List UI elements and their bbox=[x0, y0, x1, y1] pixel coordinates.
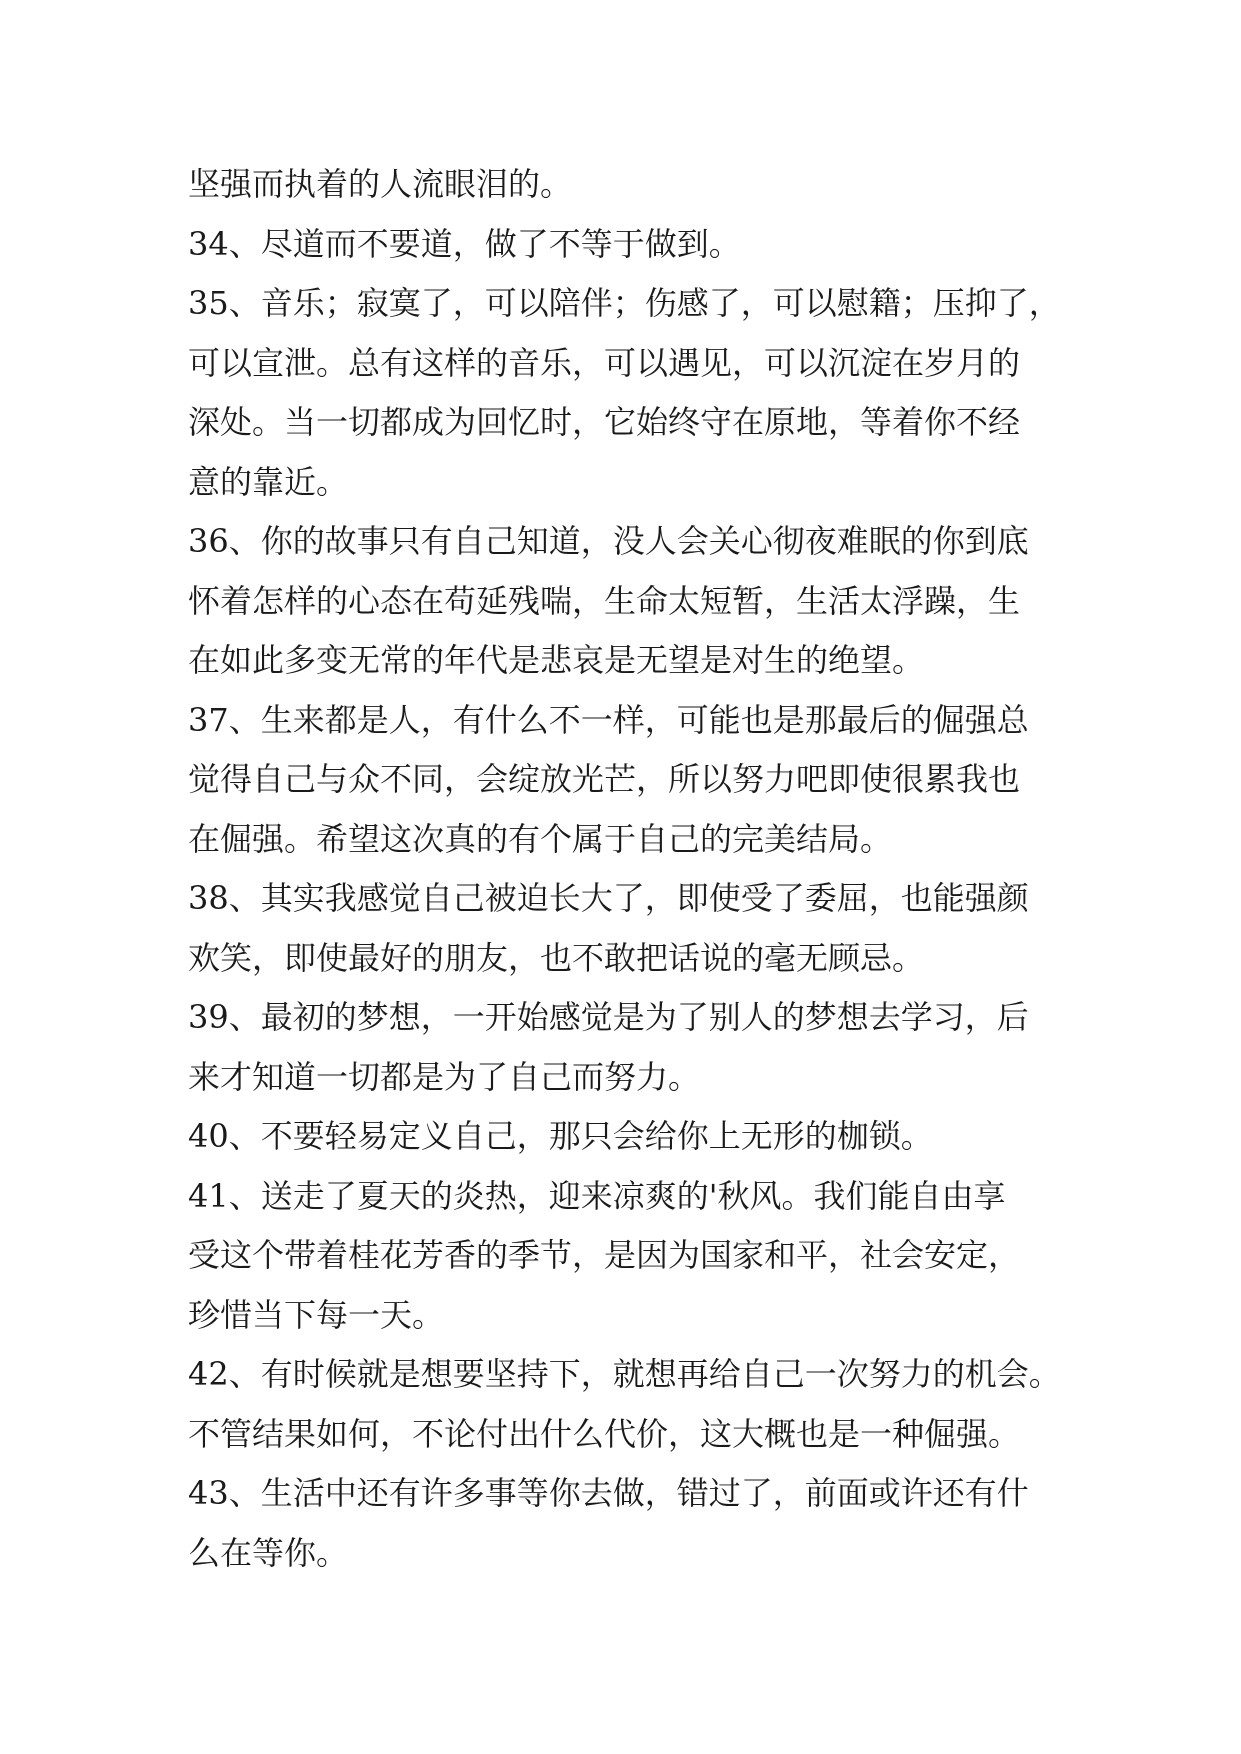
text-line: 来才知道一切都是为了自己而努力。 bbox=[188, 1057, 701, 1096]
text-line: 欢笑，即使最好的朋友，也不敢把话说的毫无顾忌。 bbox=[188, 938, 925, 977]
text-line: 意的靠近。 bbox=[188, 462, 349, 501]
text-line: 坚强而执着的人流眼泪的。 bbox=[188, 165, 573, 203]
text-line: 40、不要轻易定义自己，那只会给你上无形的枷锁。 bbox=[188, 1117, 933, 1155]
text-line: 36、你的故事只有自己知道，没人会关心彻夜难眠的你到底 bbox=[188, 522, 1029, 560]
text-line: 觉得自己与众不同，会绽放光芒，所以努力吧即使很累我也 bbox=[188, 760, 1021, 798]
text-line: 41、送走了夏天的炎热，迎来凉爽的'秋风。我们能自由享 bbox=[188, 1176, 1006, 1215]
document-body bbox=[188, 155, 1068, 1583]
text-line: 可以宣泄。总有这样的音乐，可以遇见，可以沉淀在岁月的 bbox=[188, 343, 1021, 382]
text-line: 不管结果如何，不论付出什么代价，这大概也是一种倔强。 bbox=[188, 1414, 1021, 1453]
text-line: 37、生来都是人，有什么不一样，可能也是那最后的倔强总 bbox=[188, 700, 1029, 739]
text-line: 深处。当一切都成为回忆时，它始终守在原地，等着你不经 bbox=[188, 403, 1021, 441]
text-line: 43、生活中还有许多事等你去做，错过了，前面或许还有什 bbox=[188, 1474, 1029, 1512]
text-line: 受这个带着桂花芳香的季节，是因为国家和平，社会安定， bbox=[188, 1236, 1021, 1274]
text-line: 42、有时候就是想要坚持下，就想再给自己一次努力的机会。 bbox=[188, 1355, 1061, 1393]
text-line: 在倔强。希望这次真的有个属于自己的完美结局。 bbox=[188, 819, 893, 858]
text-line: 怀着怎样的心态在苟延残喘，生命太短暂，生活太浮躁，生 bbox=[188, 581, 1021, 620]
text-line: 39、最初的梦想，一开始感觉是为了别人的梦想去学习，后 bbox=[188, 998, 1029, 1036]
text-line: 在如此多变无常的年代是悲哀是无望是对生的绝望。 bbox=[188, 641, 925, 679]
text-line: 珍惜当下每一天。 bbox=[188, 1295, 445, 1334]
text-line: 35、音乐；寂寞了，可以陪伴；伤感了，可以慰籍；压抑了， bbox=[188, 284, 1061, 322]
text-line: 么在等你。 bbox=[188, 1533, 349, 1572]
text-line: 38、其实我感觉自己被迫长大了，即使受了委屈，也能强颜 bbox=[188, 879, 1029, 917]
text-line: 34、尽道而不要道，做了不等于做到。 bbox=[188, 224, 741, 263]
